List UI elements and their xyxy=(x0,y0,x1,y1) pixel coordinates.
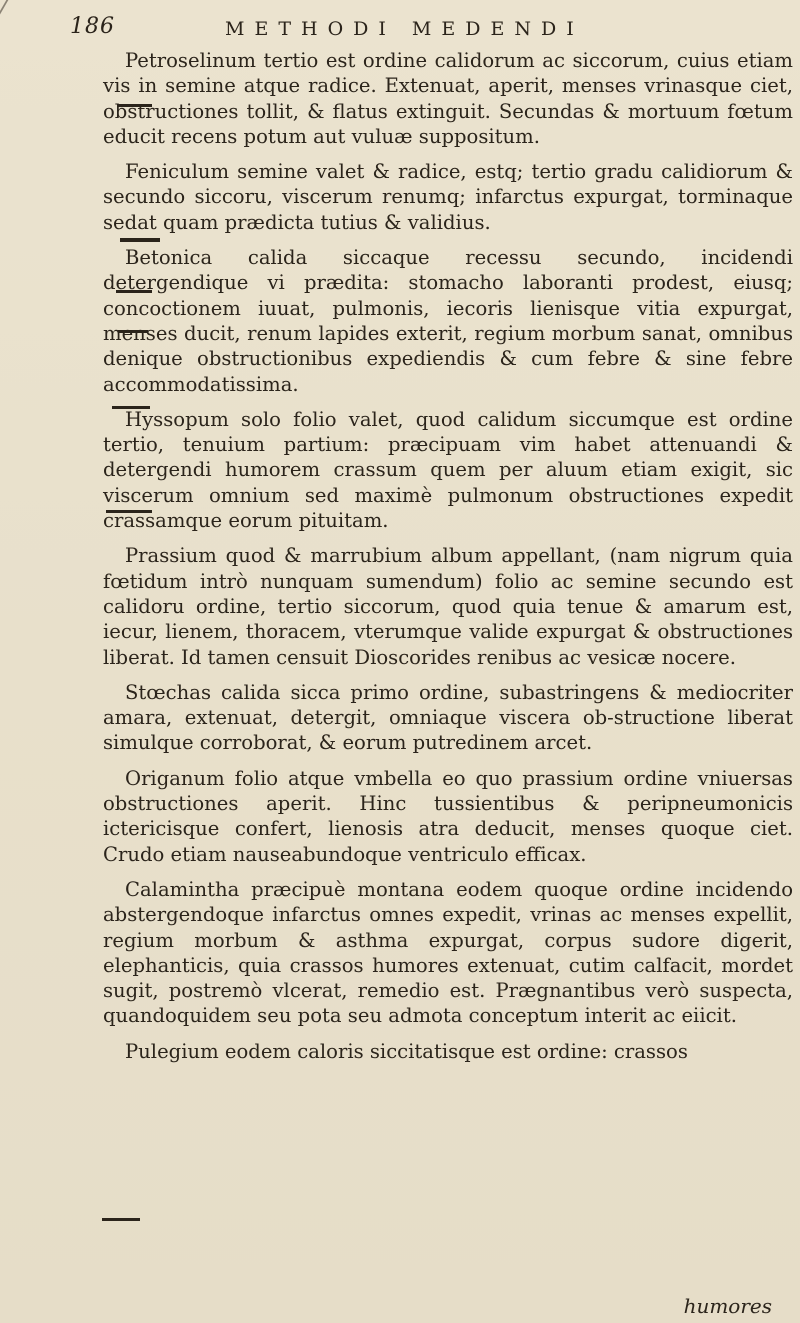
page-header xyxy=(70,14,790,48)
running-head: METHODI MEDENDI xyxy=(225,18,584,40)
paragraph-origanum: Origanum folio atque vmbella eo quo prassium ordine vniuersas obstructiones aperit. Hinc tussientibus & peripneumonicis ictericisque confert, lienosis atra deducit, menses quoque ciet. Crudo etiam nauseabundoque ventriculo efficax. xyxy=(103,766,793,866)
paragraph-hyssopum: Hyssopum solo folio valet, quod calidum siccumque est ordine tertio, tenuium partium: præcipuam vim habet attenuandi & detergendi humorem crassum quem per aluum etiam exigit, sic viscerum omnium sed maximè pulmonum obstructiones expedit crassamque eorum pituitam. xyxy=(103,407,793,533)
paragraph-prassium: Prassium quod & marrubium album appellant, (nam nigrum quia fœtidum intrò nunquam sumendum) folio ac semine secundo est calidoru ordine, tertio siccorum, quod quia tenue & amarum est, iecur, lienem, thoracem, vterumque valide expurgat & obstructiones liberat. Id tamen censuit Dioscorides renibus ac vesicæ nocere. xyxy=(103,544,793,669)
margin-mark xyxy=(102,1218,140,1221)
paragraph-petroselinum: Petroselinum tertio est ordine calidorum ac siccorum, cuius etiam vis in semine atque radice. Extenuat, aperit, menses vrinasque ciet, obstructiones tollit, & flatus extinguit. Secundas & mortuum fœtum educit recens potum aut vuluæ suppositum. xyxy=(103,49,793,148)
paragraph-stoechas: Stœchas calida sicca primo ordine, subastringens & mediocriter amara, extenuat, detergit, omniaque viscera ob-structione liberat simulque corroborat, & eorum putredinem arcet. xyxy=(103,680,793,755)
page-corner-mark xyxy=(0,0,32,22)
paragraph-feniculum: Feniculum semine valet & radice, estq; tertio gradu calidiorum & secundo siccoru, viscerum renumq; infarctus expurgat, torminaque sedat quam prædicta tutius & validius. xyxy=(103,160,793,234)
paragraph-betonica: Betonica calida siccaque recessu secundo, incidendi detergendique vi prædita: stomacho laboranti prodest, eiusq; concoctionem iuuat, pulmonis, iecoris lienisque vitia expurgat, menses ducit, renum lapides exterit, regium morbum sanat, omnibus denique obstructionibus expediendis & cum febre & sine febre accommodatissima. xyxy=(103,246,793,396)
paragraph-calamintha: Calamintha præcipuè montana eodem quoque ordine incidendo abstergendoque infarctus omnes expedit, vrinas ac menses expellit, regium morbum & asthma expurgat, corpus sudore digerit, elephanticis, quia crassos humores extenuat, cutim calfacit, mordet sugit, postremò vlcerat, remedio est. Prægnantibus verò suspecta, quandoquidem seu pota seu admota conceptum interit ac eiicit. xyxy=(103,877,793,1028)
paragraph-pulegium: Pulegium eodem caloris siccitatisque est ordine: crassos xyxy=(125,1039,688,1063)
page-number: 186 xyxy=(70,14,115,39)
catchword: humores xyxy=(683,1294,772,1318)
text-block xyxy=(103,48,793,1074)
